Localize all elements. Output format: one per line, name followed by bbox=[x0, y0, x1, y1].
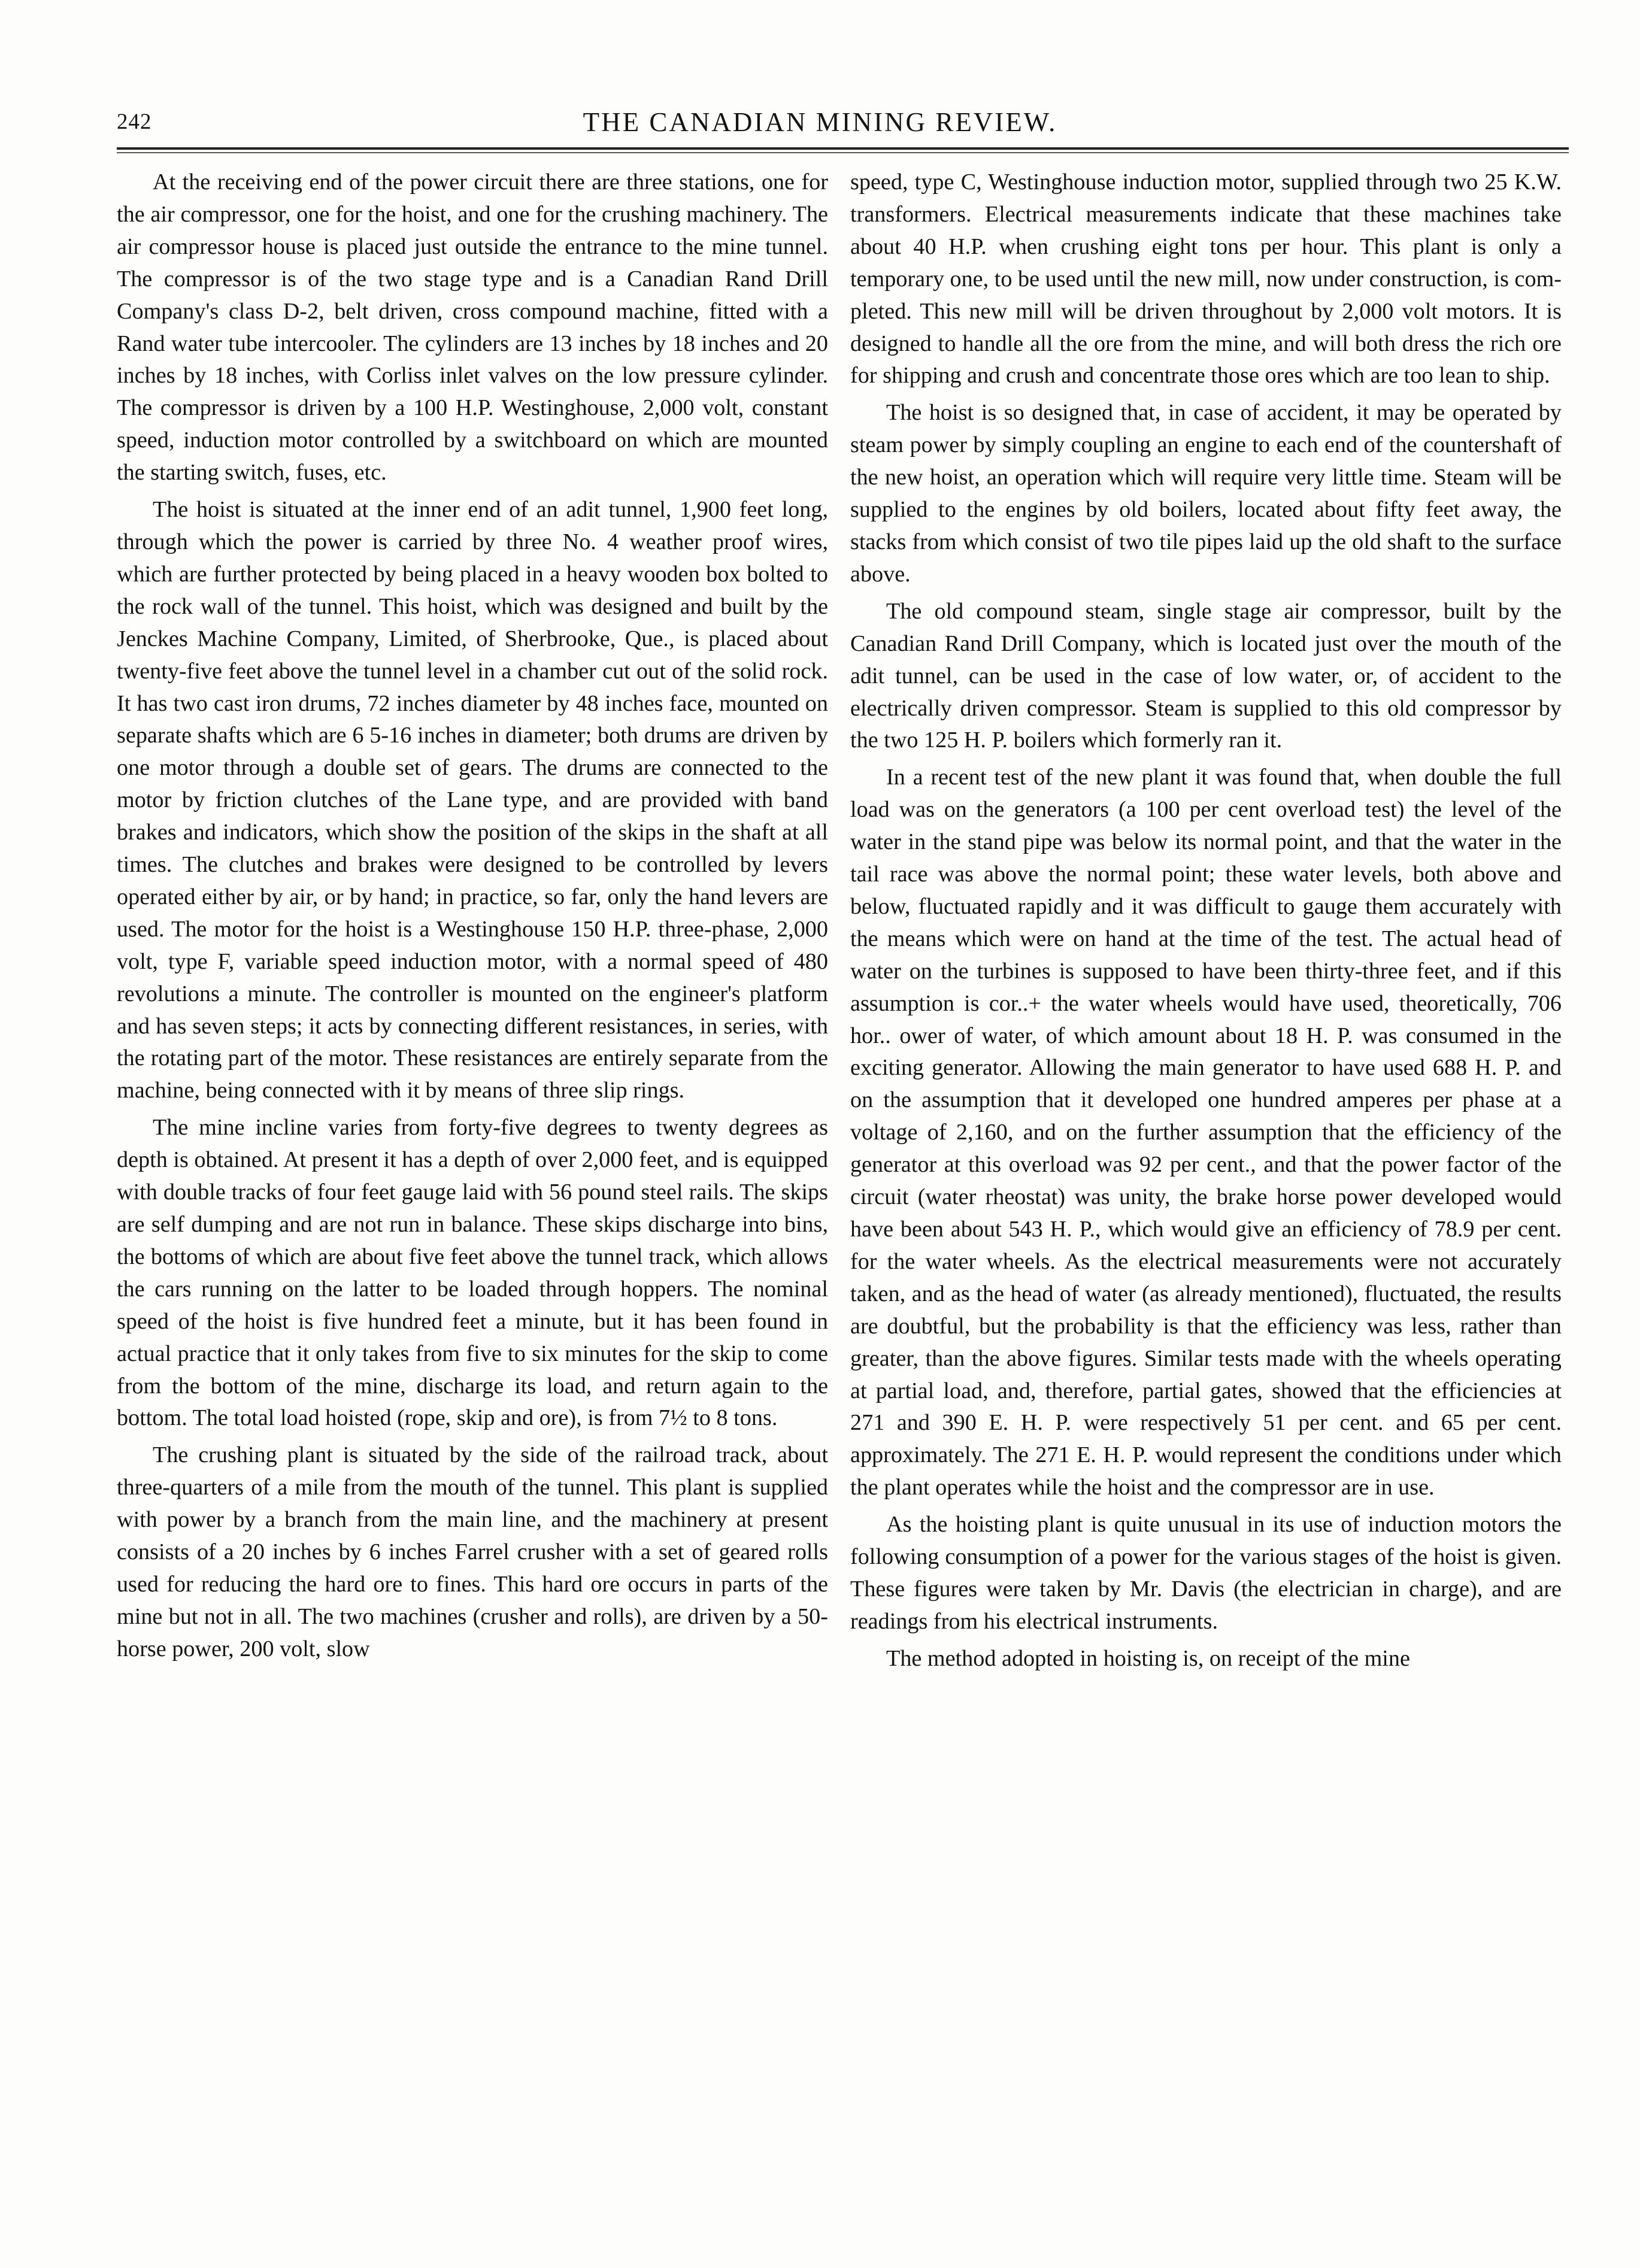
paragraph-hoisting-method: The method adopted in hoisting is, on receipt of the mine bbox=[886, 1645, 1410, 1671]
running-title: THE CANADIAN MINING REVIEW. bbox=[583, 107, 1057, 137]
paragraph-crushing-plant-continued: speed, type C, Westinghouse induction motor, supplied through two 25 K.W. transformers. Electrical measurements indicate that these machines take about 40 H.P. when crushing eight tons per hour. This plant is only a temporary one, to be used until the new mill, now under construction, is completed. This new mill will be driven throughout by 2,000 volt motors. It is designed to handle all the ore from the mine, and will both dress the rich ore for shipping and crush and concentrate those ores which are too lean to ship. bbox=[850, 169, 1562, 389]
paragraph-hoist: The hoist is situated at the inner end of an adit tunnel, 1,900 feet long, through which the power is carried by three No. 4 weather proof wires, which are further protected by being placed in a heavy wooden box bolted to the rock wall of the tunnel. This hoist, which was designed and built by the Jenckes Machine Company, Limited, of Sherbrooke, Que., is placed about twenty-five feet above the tunnel level in a chamber cut out of the solid rock. It has two cast iron drums, 72 inches diameter by 48 inches face, mounted on separate shafts which are 6 5-16 inches in diameter; both drums are driven by one motor through a double set of gears. The drums are connected to the motor by friction clutches of the Lane type, and are provided with band brakes and indicators, which show the position of the skips in the shaft at all times. The clutches and brakes were designed to be controlled by levers operated either by air, or by hand; in practice, so far, only the hand levers are used. The motor for the hoist is a Westinghouse 150 H.P. three-phase, 2,000 volt, type F, variable speed induction motor, with a normal speed of 480 revolutions a minute. The controller is mounted on the engineer's platform and has seven steps; it acts by connecting different resistances, in series, with the rotating part of the motor. These resistances are entirely separate from the machine, being connected with it by means of three slip rings. bbox=[117, 497, 828, 1103]
paragraph-old-compressor: The old compound steam, single stage air compressor, built by the Canadian Rand Drill Company, which is located just over the mouth of the adit tunnel, can be used in the case of low water, or, of accident to the electrically driven compressor. Steam is supplied to this old compressor by the two 125 H. P. boilers which formerly ran it. bbox=[850, 598, 1562, 753]
page-number: 242 bbox=[117, 110, 152, 134]
paragraph-steam-operation: The hoist is so designed that, in case of accident, it may be operated by steam power by simply coupling an engine to each end of the countershaft of the new hoist, an operation which will require very little time. Steam will be supplied to the engines by old boilers, located about fifty feet away, the stacks from which consist of two tile pipes laid up the old shaft to the surface above. bbox=[850, 400, 1562, 587]
paragraph-crushing-plant: The crushing plant is situated by the side of the railroad track, about three-quarters of a mile from the mouth of the tunnel. This plant is supplied with power by a branch from the main line, and the machinery at present consists of a 20 inches by 6 inches Farrel crusher with a set of geared rolls used for reducing the hard ore to fines. This hard ore occurs in parts of the mine but not in all. The two machines (crusher and rolls), are driven by a 50-horse power, 200 volt, slow bbox=[117, 1442, 828, 1661]
paragraph-air-compressor: At the receiving end of the power circuit there are three stations, one for the air compressor, one for the hoist, and one for the crushing machinery. The air compressor house is placed just outside the entrance to the mine tunnel. The compressor is of the two stage type and is a Canadian Rand Drill Company's class D-2, belt driven, cross compound machine, fitted with a Rand water tube intercooler. The cylinders are 13 inches by 18 inches and 20 inches by 18 inches, with Corliss inlet valves on the low pressure cylinder. The compressor is driven by a 100 H.P. Westinghouse, 2,000 volt, constant speed, induction motor controlled by a switchboard on which are mounted the starting switch, fuses, etc. bbox=[117, 169, 828, 486]
header-rule bbox=[117, 147, 1569, 153]
paragraph-induction-motors: As the hoisting plant is quite unusual in its use of induction motors the following consumption of a power for the various stages of the hoist is given. These figures were taken by Mr. Davis (the electrician in charge), and are readings from his electrical instruments. bbox=[850, 1512, 1562, 1634]
paragraph-plant-test: In a recent test of the new plant it was found that, when double the full load was on the generators (a 100 per cent overload test) the level of the water in the stand pipe was below its normal point, and that the water in the tail race was above the normal point; these water levels, both above and below, fluctuated rapidly and it was difficult to gauge them accurately with the means which were on hand at the time of the test. The actual head of water on the turbines is supposed to have been thirty-three feet, and if this assumption is cor..+ the water wheels would have used, theoretically, 706 hor.. ower of water, of which amount about 18 H. P. was consumed in the exciting generator. Allowing the main generator to have used 688 H. P. and on the assumption that it developed one hundred amperes per phase at a voltage of 2,160, and on the further assumption that the efficiency of the generator at this overload was 92 per cent., and that the power factor of the circuit (water rheostat) was unity, the brake horse power developed would have been about 543 H. P., which would give an efficiency of 78.9 per cent. for the water wheels. As the electrical measurements were not accurately taken, and as the head of water (as already mentioned), fluctuated, the results are doubtful, but the probability is that the efficiency was less, rather than greater, than the above figures. Similar tests made with the wheels operating at partial load, and, therefore, partial gates, showed that the efficiencies at 271 and 390 E. H. P. were respectively 51 per cent. and 65 per cent. approximately. The 271 E. H. P. would represent the conditions under which the plant operates while the hoist and the compressor are in use. bbox=[850, 765, 1562, 1500]
paragraph-mine-incline: The mine incline varies from forty-five degrees to twenty degrees as depth is obtained. At present it has a depth of over 2,000 feet, and is equipped with double tracks of four feet gauge laid with 56 pound steel rails. The skips are self dumping and are not run in balance. These skips discharge into bins, the bottoms of which are about five feet above the tunnel track, which allows the cars running on the latter to be loaded through hoppers. The nominal speed of the hoist is five hundred feet a minute, but it has been found in actual practice that it only takes from five to six minutes for the skip to come from the bottom of the mine, discharge its load, and return again to the bottom. The total load hoisted (rope, skip and ore), is from 7½ to 8 tons. bbox=[117, 1115, 828, 1431]
left-column bbox=[117, 166, 828, 1666]
right-column bbox=[850, 166, 1562, 1675]
